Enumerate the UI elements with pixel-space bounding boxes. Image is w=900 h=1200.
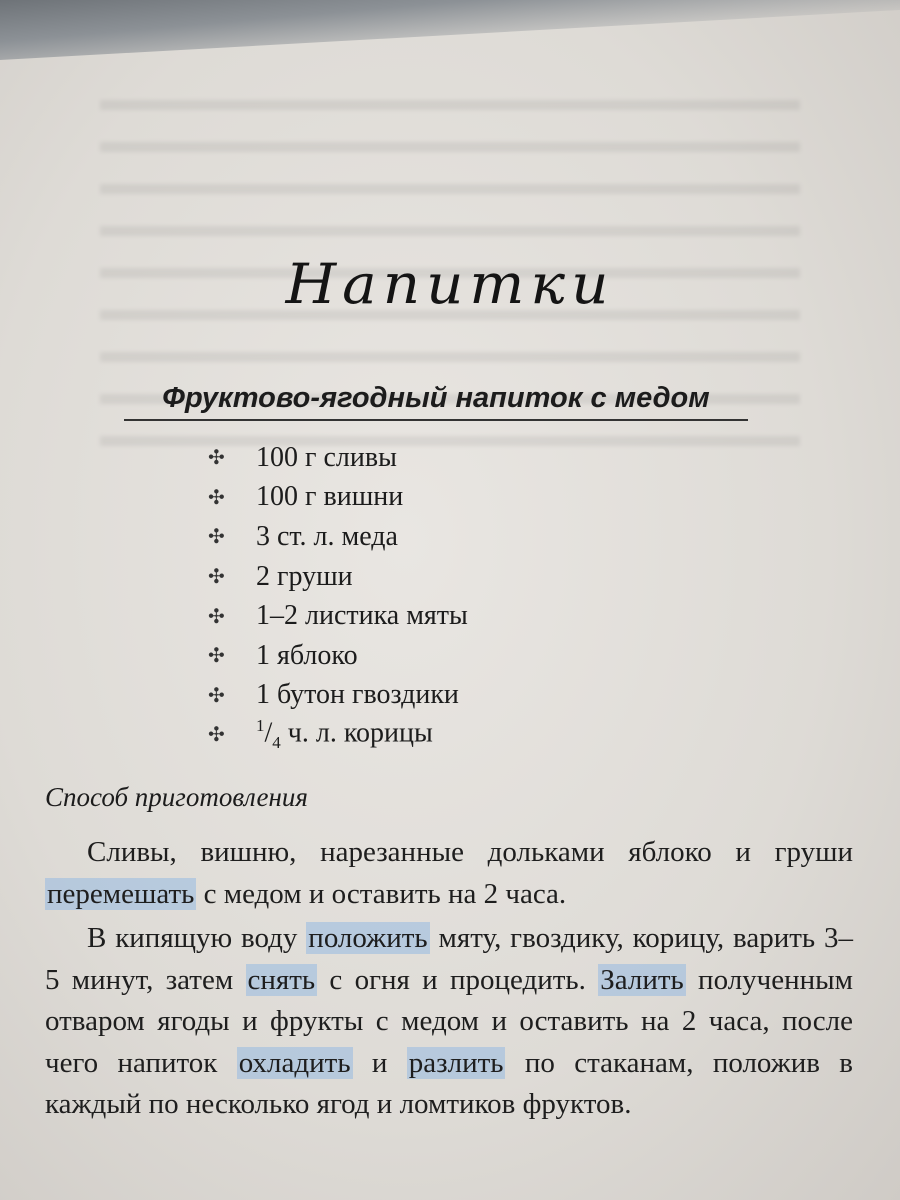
section-title: Напитки <box>285 251 615 317</box>
bullet-icon: ✣ <box>208 645 225 668</box>
ingredient-rest: ч. л. корицы <box>280 717 433 749</box>
ingredient-item <box>208 636 468 676</box>
bullet-icon: ✣ <box>208 724 225 747</box>
bullet-icon: ✣ <box>208 486 225 509</box>
ingredient-text: 1 яблоко <box>256 639 358 671</box>
bullet-icon: ✣ <box>208 526 225 549</box>
text-run: и <box>352 1046 407 1079</box>
method-heading: Способ приготовления <box>45 782 308 812</box>
fraction-numerator: 1 <box>256 716 265 736</box>
ingredient-item <box>208 517 468 557</box>
ingredient-text: 1–2 листика мяты <box>256 600 468 632</box>
fraction-slash: / <box>264 717 273 749</box>
text-run: мяту, гвоздику, корицу, варить 3–5 минут, затем <box>45 922 853 996</box>
highlighted-verb: охладить <box>238 1046 351 1079</box>
fraction-denominator: 4 <box>272 733 281 753</box>
bullet-icon: ✣ <box>208 447 225 470</box>
ingredient-item <box>208 438 468 478</box>
recipe-title: Фруктово-ягодный напиток с медом <box>124 382 748 421</box>
ingredient-text: 100 г вишни <box>256 481 404 513</box>
text-run: с огня и процедить. <box>317 963 599 996</box>
ingredient-item <box>208 557 468 597</box>
ingredient-text: 2 груши <box>256 560 353 592</box>
text-run: Сливы, вишню, нарезанные дольками яблоко и груши <box>87 836 853 868</box>
ingredient-text <box>256 716 433 753</box>
bullet-icon: ✣ <box>208 684 225 707</box>
text-run: по стаканам, положив в каждый по несколько ягод и ломтиков фруктов. <box>45 1046 853 1120</box>
text-run: полученным отваром ягоды и фрукты с медом и оставить на 2 часа, после чего напиток <box>45 963 853 1079</box>
ingredient-item <box>208 715 468 755</box>
text-run: В кипящую воду <box>87 922 307 954</box>
ingredient-item <box>208 676 468 716</box>
highlighted-verb: снять <box>247 963 316 996</box>
page-corner-shadow <box>0 0 900 60</box>
ingredient-item <box>208 478 468 518</box>
ingredient-text: 1 бутон гвоздики <box>256 679 459 711</box>
method-paragraph-1 <box>45 832 853 915</box>
ingredient-list <box>208 438 468 755</box>
bullet-icon: ✣ <box>208 605 225 628</box>
ingredient-text: 3 ст. л. меда <box>256 520 398 552</box>
bullet-icon: ✣ <box>208 566 225 589</box>
highlighted-verb: разлить <box>408 1046 504 1079</box>
ingredient-text: 100 г сливы <box>256 441 397 473</box>
highlighted-verb: перемешать <box>47 877 195 910</box>
highlighted-verb: Залить <box>600 963 684 996</box>
highlighted-verb: положить <box>308 922 428 954</box>
method-paragraph-2 <box>45 918 853 1126</box>
ingredient-item <box>208 596 468 636</box>
text-run: с медом и оставить на 2 часа. <box>196 877 567 910</box>
